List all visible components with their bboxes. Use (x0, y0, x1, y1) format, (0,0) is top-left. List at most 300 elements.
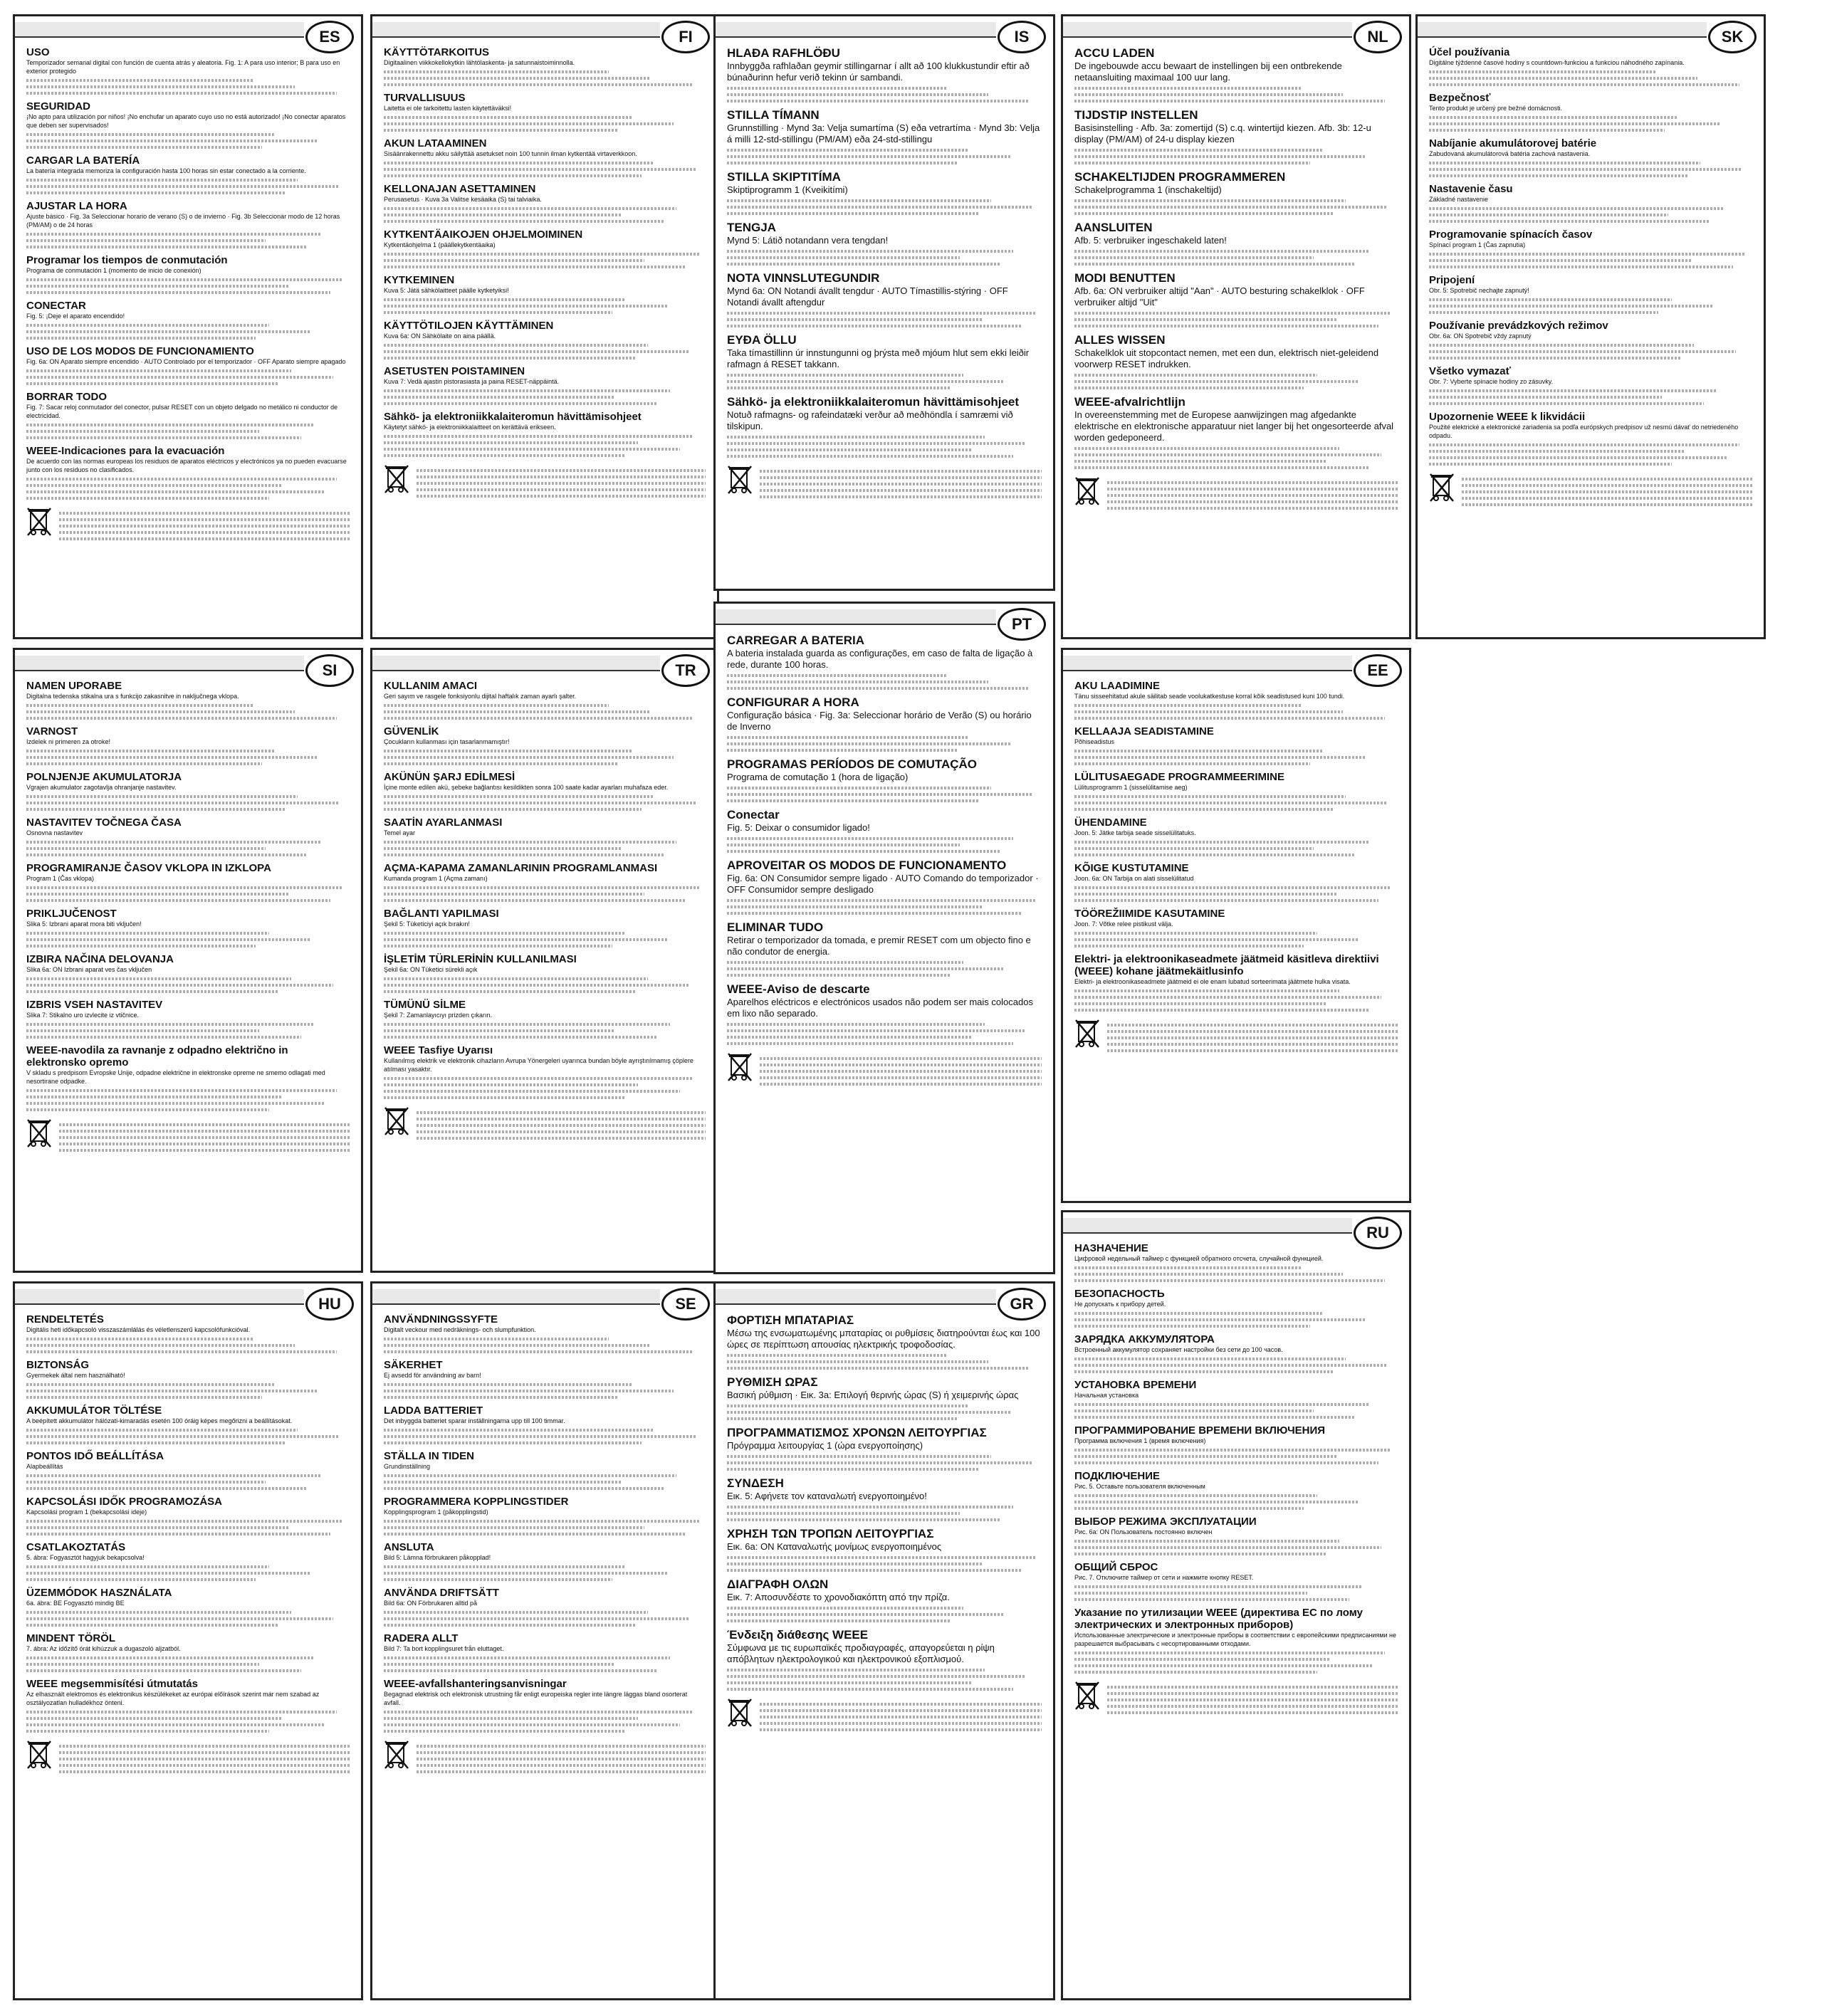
section (1074, 1379, 1398, 1419)
text-line (59, 1136, 350, 1139)
section-text: In overeenstemming met de Europese aanwijzingen mag afgedankte elektrische en elektronische apparatuur niet langer bij het ongesorteerde afval worden gedeponeerd. (1074, 409, 1394, 443)
text-line (727, 250, 1013, 253)
text-line (727, 1354, 947, 1357)
section-title: ПОДКЛЮЧЕНИЕ (1074, 1470, 1161, 1482)
language-badge: TR (661, 654, 710, 687)
section (384, 411, 706, 501)
section (1429, 183, 1752, 223)
text-lines (1074, 87, 1398, 103)
text-line (1429, 402, 1704, 405)
section (727, 333, 1042, 389)
section-list (727, 46, 1042, 502)
text-line (26, 1730, 269, 1733)
text-lines (384, 1474, 706, 1490)
text-line (384, 1533, 686, 1535)
text-lines (26, 1023, 350, 1039)
text-line (384, 899, 686, 902)
section-title: ΦΟΡΤΙΣΗ ΜΠΑΤΑΡΙΑΣ (727, 1313, 854, 1327)
section-text: Использованные электрические и электронные приборы в соответствии с европейскими предписаниями не разрешается выбрасывать с несортированными отходами. (1074, 1632, 1397, 1647)
section-title: Bezpečnosť (1429, 92, 1491, 104)
section-text: Εικ. 6a: ON Καταναλωτής μονίμως ενεργοποιημένος (727, 1541, 942, 1552)
crossed-bin-icon (384, 1738, 409, 1770)
section (384, 320, 706, 359)
section-text: Bild 7: Ta bort kopplingsuret från eluttaget. (384, 1645, 504, 1652)
text-line (727, 1036, 973, 1039)
section-title: Elektri- ja elektroonikaseadmete jäätmeid käsitleva direktiivi (WEEE) kohane jäätmekäitlusinfo (1074, 953, 1379, 977)
text-lines (26, 795, 350, 811)
crossed-bin-icon (384, 463, 409, 494)
language-badge: ES (305, 21, 354, 53)
text-line (26, 1344, 295, 1347)
text-line (727, 1563, 982, 1565)
text-line (1107, 1036, 1398, 1039)
text-lines (26, 424, 350, 439)
text-line (1107, 1030, 1398, 1033)
section (26, 1044, 350, 1155)
section-title: USO DE LOS MODOS DE FUNCIONAMIENTO (26, 345, 254, 357)
text-line (26, 1338, 253, 1340)
text-line (760, 1716, 1042, 1718)
text-line (727, 1688, 1013, 1691)
text-line (384, 122, 674, 125)
text-line (59, 1764, 350, 1767)
section-title: AKKUMULÁTOR TÖLTÉSE (26, 1405, 162, 1417)
section-title: CARGAR LA BATERÍA (26, 154, 140, 167)
language-badge: RU (1354, 1217, 1402, 1249)
section (384, 1044, 706, 1143)
section (26, 953, 350, 993)
text-line (1107, 1705, 1398, 1708)
section-text: Mynd 5: Látið notandann vera tengdan! (727, 235, 889, 246)
section (384, 1541, 706, 1581)
text-line (1429, 122, 1720, 125)
text-lines (384, 1383, 706, 1399)
section-title: TÖÖREŽIIMIDE KASUTAMINE (1074, 908, 1225, 920)
text-line (384, 1481, 622, 1484)
text-line (26, 1572, 311, 1575)
crossed-bin-icon (727, 1051, 753, 1082)
text-lines (1074, 149, 1398, 164)
text-lines (1429, 70, 1752, 86)
text-line (1074, 1540, 1339, 1543)
section (384, 999, 706, 1039)
text-line (384, 977, 648, 980)
text-line (384, 344, 648, 347)
text-line (1429, 463, 1672, 466)
section-title: TÜMÜNÜ SİLME (384, 999, 466, 1011)
text-line (727, 1613, 1004, 1616)
text-lines (1074, 932, 1398, 947)
section (727, 395, 1042, 502)
text-lines (1429, 116, 1752, 132)
text-line (384, 938, 667, 941)
text-line (26, 133, 276, 136)
text-line (26, 945, 256, 947)
text-line (1107, 488, 1398, 490)
text-line (26, 802, 340, 804)
weee-notice (1074, 475, 1398, 513)
section-text: Fig. 5: Deixar o consumidor ligado! (727, 822, 870, 833)
panel-header-bar (1418, 22, 1707, 38)
section-text: Elektri- ja elektroonikaseadmete jäätmeid ei ole enam lubatud sorteerimata jäätmete hulka visata. (1074, 978, 1351, 985)
text-line (384, 854, 664, 856)
section (384, 953, 706, 993)
text-line (384, 1657, 670, 1659)
section (26, 1541, 350, 1581)
section-text: İçine monte edilen akü, şebeke bağlantısı kesildikten sonra 100 saate kadar ayarları muhafaza eder. (384, 784, 669, 791)
text-lines (26, 886, 350, 902)
section-title: CSATLAKOZTATÁS (26, 1541, 126, 1553)
text-line (26, 1657, 314, 1659)
text-lines (1074, 989, 1398, 1012)
panel-header-bar (716, 22, 996, 38)
text-lines (1429, 298, 1752, 314)
weee-notice (727, 463, 1042, 502)
text-line (384, 1624, 635, 1627)
text-line (384, 717, 693, 720)
text-lines (727, 1354, 1042, 1370)
section-text: Laitetta ei ole tarkoitettu lasten käytettäväksi! (384, 105, 512, 112)
text-line (1107, 1049, 1398, 1052)
text-line (384, 448, 680, 451)
section-title: CONECTAR (26, 300, 86, 312)
section-title: PROGRAMMERA KOPPLINGSTIDER (384, 1496, 569, 1508)
text-line (727, 1042, 1013, 1045)
text-lines (760, 1054, 1042, 1089)
text-line (384, 750, 632, 752)
text-line (727, 837, 1013, 840)
section (1074, 1424, 1398, 1464)
section-list (384, 680, 706, 1143)
crossed-bin-icon (26, 505, 52, 537)
section (1074, 771, 1398, 811)
section-text: Bild 5: Lämna förbrukaren påkopplad! (384, 1554, 491, 1561)
text-lines (727, 1405, 1042, 1420)
text-line (384, 454, 625, 457)
text-line (59, 512, 350, 515)
section (1429, 274, 1752, 314)
section-title: WEEE Tasfiye Uyarısı (384, 1044, 493, 1056)
language-badge: GR (998, 1288, 1046, 1321)
section-title: Sähkö- ja elektroniikkalaiteromun hävittämisohjeet (727, 395, 1020, 409)
text-line (384, 984, 689, 987)
text-line (417, 488, 706, 491)
text-line (384, 1077, 693, 1080)
text-line (727, 1411, 1010, 1414)
section-text: Программа включения 1 (время включения) (1074, 1437, 1206, 1444)
text-line (1074, 453, 1381, 456)
text-line (760, 1070, 1042, 1073)
text-line (1074, 808, 1333, 811)
section-text: Grunnstilling · Mynd 3a: Velja sumartíma (S) eða vetrartíma · Mynd 3b: Velja á milli 12-std-stillingu (PM/AM) eða 24-std-stillingu (727, 122, 1040, 145)
panel-header-bar (15, 1289, 304, 1305)
text-line (26, 1442, 285, 1444)
text-line (1429, 396, 1662, 399)
section-text: Izdelek ni primeren za otroke! (26, 738, 111, 745)
text-line (727, 793, 1032, 796)
text-line (384, 704, 609, 707)
panel-se (370, 1281, 719, 2000)
text-line (727, 155, 1010, 158)
crossed-bin-icon (384, 1105, 409, 1136)
section-title: Upozornenie WEEE k likvidácii (1429, 411, 1586, 423)
weee-notice (1074, 1679, 1398, 1718)
text-line (1074, 1403, 1368, 1406)
section-text: Slika 7: Stikalno uro izvlecite iz vtičnice. (26, 1012, 140, 1019)
section-title: Účel používania (1429, 46, 1510, 58)
text-line (384, 1383, 632, 1386)
text-lines (1462, 474, 1752, 510)
text-line (26, 938, 311, 941)
section-title: Указание по утилизации WEEE (директива ЕС по лому электрических и электронных приборов) (1074, 1607, 1363, 1631)
text-lines (26, 1383, 350, 1399)
section-title: LADDA BATTERIET (384, 1405, 483, 1417)
text-line (1429, 298, 1672, 301)
text-line (727, 912, 1022, 915)
section (1074, 725, 1398, 765)
text-line (1429, 220, 1710, 223)
text-line (1074, 263, 1356, 266)
text-line (384, 1396, 619, 1399)
text-line (727, 1607, 963, 1610)
section (26, 345, 350, 385)
section-text: Innbyggða rafhlaðan geymir stillingarnar í allt að 100 klukkustundir eftir að búnaðurinn hefur verið tekinn úr sambandi. (727, 61, 1030, 83)
weee-notice (1429, 471, 1752, 510)
text-lines (1074, 1358, 1398, 1373)
section-text: Joon. 6a: ON Tarbija on alati sisselülitatud (1074, 875, 1194, 882)
section-text: V skladu s predpisom Evropske Unije, odpadne električne in elektronske opreme ne smemo odlagati med nesortirane odpadke. (26, 1069, 325, 1085)
section (1074, 221, 1398, 266)
text-line (26, 285, 288, 288)
text-line (384, 1442, 642, 1444)
section-text: Цифровой недельный таймер с функцией обратного отсчета, случайной функцией. (1074, 1255, 1324, 1262)
text-line (26, 1396, 262, 1399)
section-title: SCHAKELTIJDEN PROGRAMMEREN (1074, 170, 1286, 184)
panel-header-bar (1063, 22, 1352, 38)
text-line (1429, 77, 1697, 80)
section (1429, 365, 1752, 405)
text-line (760, 1709, 1042, 1712)
text-line (26, 185, 340, 188)
text-lines (417, 1741, 706, 1777)
text-line (26, 436, 301, 439)
section (727, 1375, 1042, 1420)
text-line (727, 749, 957, 752)
text-line (1462, 490, 1752, 493)
section-title: KÄYTTÖTILOJEN KÄYTTÄMINEN (384, 320, 554, 332)
section-text: Det inbyggda batteriet sparar inställningarna upp till 100 timmar. (384, 1417, 565, 1424)
text-lines (59, 1741, 350, 1777)
section-text: Начальная установка (1074, 1392, 1139, 1399)
text-line (1462, 497, 1752, 500)
section-text: Tänu sisseehitatud akule säilitab seade voolukatkestuse korral kõik seadistused kuni 100 tundi. (1074, 693, 1345, 700)
section (26, 200, 350, 248)
text-lines (26, 233, 350, 248)
section-title: BAĞLANTI YAPILMASI (384, 908, 499, 920)
weee-notice (1074, 1017, 1398, 1056)
text-line (26, 841, 320, 844)
text-lines (384, 344, 706, 359)
text-line (760, 1064, 1042, 1066)
section-text: Lülitusprogramm 1 (sisselülitamise aeg) (1074, 784, 1188, 791)
text-line (1107, 481, 1398, 484)
text-lines (384, 435, 706, 457)
text-line (727, 455, 1013, 458)
text-line (26, 430, 259, 433)
text-line (384, 847, 622, 850)
text-line (26, 1723, 324, 1726)
section-text: Az elhasznált elektromos és elektronikus készülékeket az európai előírások szerint már nem szabad az osztályozatlan hulladékhoz önteni. (26, 1691, 320, 1706)
section-title: ВЫБОР РЕЖИМА ЭКСПЛУАТАЦИИ (1074, 1516, 1257, 1528)
section-title: Programovanie spínacích časov (1429, 229, 1593, 241)
section-title: PROGRAMAS PERÍODOS DE COMUTAÇÃO (727, 757, 978, 771)
language-badge: EE (1354, 654, 1402, 687)
text-line (26, 1429, 298, 1432)
text-line (1429, 207, 1723, 210)
text-line (1074, 932, 1317, 935)
text-line (727, 961, 963, 964)
section-title: KELLONAJAN ASETTAMINEN (384, 183, 536, 195)
text-line (1074, 1585, 1362, 1588)
language-badge: PT (998, 608, 1046, 641)
text-line (26, 1717, 282, 1720)
text-lines (727, 87, 1042, 103)
section (1429, 411, 1752, 510)
text-line (1074, 162, 1310, 164)
text-line (26, 1481, 266, 1484)
text-line (1074, 1507, 1304, 1510)
text-line (1107, 500, 1398, 503)
text-line (1107, 1024, 1398, 1027)
language-badge: IS (998, 21, 1046, 53)
section-title: WEEE-Aviso de descarte (727, 982, 870, 996)
text-line (417, 482, 706, 485)
text-lines (1074, 1494, 1398, 1510)
text-line (727, 742, 1010, 745)
text-line (727, 1417, 957, 1420)
text-line (26, 1029, 259, 1032)
text-lines (384, 1711, 706, 1733)
text-line (1074, 318, 1336, 321)
text-line (26, 854, 308, 856)
text-lines (1074, 199, 1398, 215)
text-line (384, 1526, 644, 1529)
section-list (26, 680, 350, 1155)
text-line (26, 886, 343, 889)
text-lines (727, 1455, 1042, 1471)
text-lines (1107, 1020, 1398, 1056)
section-title: SEGURIDAD (26, 100, 91, 112)
text-line (727, 256, 960, 259)
text-line (727, 850, 1001, 853)
text-line (384, 174, 642, 177)
text-line (384, 795, 654, 798)
text-line (727, 1360, 988, 1363)
text-line (384, 402, 657, 405)
section-text: Taka tímastillinn úr innstungunni og þrýsta með mjóum hlut sem ekki leiðir rafmagn á RESET takkann. (727, 347, 1030, 369)
text-lines (1107, 1682, 1398, 1718)
section-title: БЕЗОПАСНОСТЬ (1074, 1288, 1165, 1300)
text-line (384, 886, 699, 889)
text-line (384, 77, 651, 80)
section-title: NAMEN UPORABE (26, 680, 122, 692)
text-line (417, 1118, 706, 1120)
text-lines (727, 436, 1042, 458)
section-title: PROGRAMIRANJE ČASOV VKLOPA IN IZKLOPA (26, 862, 271, 874)
section-title: AÇMA-KAPAMA ZAMANLARININ PROGRAMLANMASI (384, 862, 658, 874)
section (1429, 137, 1752, 177)
text-line (1107, 1699, 1398, 1701)
text-line (26, 756, 318, 759)
text-line (1074, 87, 1301, 90)
text-line (59, 1758, 350, 1760)
section-title: IZBIRA NAČINA DELOVANJA (26, 953, 174, 965)
text-line (384, 1083, 638, 1086)
text-line (1074, 1364, 1388, 1367)
text-lines (727, 1556, 1042, 1572)
text-line (1074, 1273, 1343, 1276)
text-line (26, 750, 276, 752)
language-badge: SI (305, 654, 354, 687)
section-title: WEEE-Indicaciones para la evacuación (26, 445, 225, 457)
text-line (1074, 460, 1326, 463)
section-title: POLNJENJE AKUMULATORJA (26, 771, 182, 783)
text-lines (727, 899, 1042, 915)
text-line (1074, 199, 1346, 202)
text-line (384, 357, 635, 359)
text-line (1429, 357, 1681, 359)
text-line (384, 266, 686, 268)
section-text: 6a. ábra: BE Fogyasztó mindig BE (26, 1600, 125, 1607)
section-text: Afb. 5: verbruiker ingeschakeld laten! (1074, 235, 1227, 246)
section-title: BORRAR TODO (26, 391, 108, 403)
section (1074, 1470, 1398, 1510)
weee-notice (384, 1105, 706, 1143)
text-line (59, 537, 350, 540)
section-title: NOTA VINNSLUTEGUNDIR (727, 271, 880, 285)
section-text: Základné nastavenie (1429, 196, 1489, 203)
weee-notice (384, 463, 706, 501)
text-line (417, 495, 706, 498)
text-lines (26, 1474, 350, 1490)
text-lines (1429, 443, 1752, 466)
text-line (1074, 1279, 1385, 1282)
text-line (384, 1029, 615, 1032)
text-line (384, 1572, 667, 1575)
text-lines (1107, 478, 1398, 513)
language-badge: HU (305, 1288, 354, 1321)
section-title: WEEE megsemmisítési útmutatás (26, 1678, 198, 1690)
section-title: SAATİN AYARLANMASI (384, 817, 503, 829)
section (26, 100, 350, 149)
text-lines (727, 374, 1042, 389)
section-text: Tento produkt je určený pre bežné domácnosti. (1429, 105, 1563, 112)
section-text: Vgrajen akumulator zagotavlja ohranjanje nastavitev. (26, 784, 177, 791)
section-title: KELLAAJA SEADISTAMINE (1074, 725, 1214, 737)
section (1074, 680, 1398, 720)
text-line (26, 1096, 282, 1098)
text-line (1074, 250, 1368, 253)
text-line (1462, 503, 1752, 506)
weee-notice (727, 1696, 1042, 1735)
text-line (384, 83, 693, 86)
text-line (26, 977, 291, 980)
text-line (384, 435, 693, 438)
weee-notice (26, 1738, 350, 1777)
text-line (727, 442, 1026, 445)
text-line (1107, 1692, 1398, 1695)
text-line (1074, 1325, 1310, 1328)
